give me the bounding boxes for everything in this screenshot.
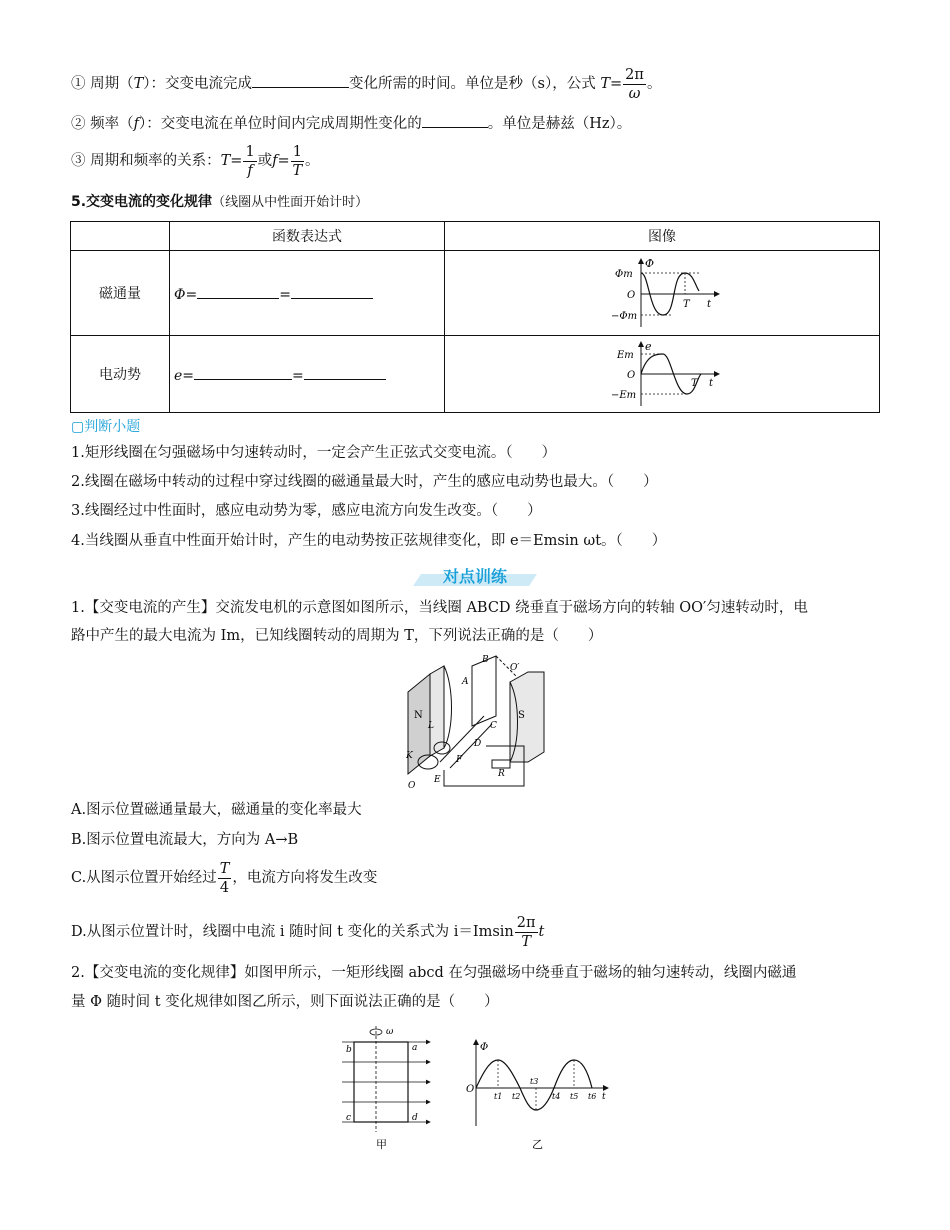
emf-graph-ymin: −Em xyxy=(611,390,637,401)
yi-t4: t4 xyxy=(552,1092,561,1101)
generator-diagram xyxy=(400,652,550,792)
q1-option-a[interactable]: A.图示位置磁通量最大，磁通量的变化率最大 xyxy=(71,802,362,818)
yi-caption: 乙 xyxy=(532,1138,543,1151)
coil-diagram-jia xyxy=(336,1022,446,1152)
emf-graph xyxy=(611,338,731,410)
flux-label: 磁通量 xyxy=(71,251,170,336)
jia-label-a: a xyxy=(412,1043,418,1053)
flux-eq1: = xyxy=(185,287,198,303)
q1-option-d-fraction xyxy=(515,914,538,951)
emf-graph-xlabel: t xyxy=(709,378,714,389)
q1-option-c-num: T xyxy=(219,860,230,877)
table-row-emf xyxy=(71,336,880,413)
gen-label-L: L xyxy=(428,721,434,731)
gen-label-O2: O′ xyxy=(510,663,520,673)
period-formula-var: T xyxy=(600,76,611,92)
judge-item-1: 1.矩形线圈在匀强磁场中匀速转动时，一定会产生正弦式交变电流。（ ） xyxy=(71,445,557,461)
emf-graph-origin: O xyxy=(627,370,636,381)
table-header-row xyxy=(71,222,880,251)
section-5-title: 5.交变电流的变化规律 xyxy=(71,194,213,210)
q1-option-c-post: ，电流方向将发生改变 xyxy=(232,870,378,886)
table-header-expression: 函数表达式 xyxy=(170,222,445,251)
section-5-note: （线圈从中性面开始计时） xyxy=(212,195,369,210)
frequency-pre: ② 频率（ xyxy=(71,116,134,132)
gen-label-F: F xyxy=(456,755,463,765)
section-5-heading xyxy=(71,192,368,213)
flux-blank-2[interactable] xyxy=(291,283,373,299)
practice-banner-text: 对点训练 xyxy=(442,567,507,586)
q1-option-d-post: t xyxy=(538,924,545,940)
judge-item-4: 4.当线圈从垂直中性面开始计时，产生的电动势按正弦规律变化，即 e＝Emsin ωt。（ ） xyxy=(71,533,667,549)
relation-den1: f xyxy=(247,162,253,179)
q1-option-d[interactable] xyxy=(71,910,544,954)
table-header-blank xyxy=(71,222,170,251)
q1-line-2: 路中产生的最大电流为 Im，已知线圈转动的周期为 T，下列说法正确的是（ ） xyxy=(71,628,603,644)
gen-label-S: S xyxy=(518,710,525,721)
jia-label-b: b xyxy=(346,1045,352,1055)
gen-label-O: O xyxy=(408,781,416,791)
emf-var: e xyxy=(174,368,183,384)
relation-T: T xyxy=(220,153,231,169)
period-frequency-relation xyxy=(71,140,319,182)
gen-label-C: C xyxy=(490,721,497,731)
yi-origin: O xyxy=(466,1084,475,1095)
flux-graph-xlabel: t xyxy=(707,299,712,310)
emf-expression xyxy=(170,336,445,413)
q2-line-1: 2.【交变电流的变化规律】如图甲所示，一矩形线圈 abcd 在匀强磁场中绕垂直于磁场的轴匀速转动，线圈内磁通 xyxy=(71,965,797,981)
period-post: 变化所需的时间。单位是秒（s），公式 xyxy=(349,76,601,92)
relation-eq1: = xyxy=(230,153,243,169)
gen-label-A: A xyxy=(462,677,469,687)
judge-section-title: ▢判断小题 xyxy=(71,419,141,435)
yi-t2: t2 xyxy=(512,1092,521,1101)
flux-blank-1[interactable] xyxy=(197,283,279,299)
q1-option-d-num: 2π xyxy=(516,914,536,931)
judge-item-3: 3.线圈经过中性面时，感应电动势为零，感应电流方向发生改变。（ ） xyxy=(71,503,542,519)
flux-graph-origin: O xyxy=(627,290,636,301)
gen-label-D: D xyxy=(474,739,482,749)
flux-graph-cell xyxy=(445,251,880,336)
gen-label-R: R xyxy=(498,769,505,779)
yi-t1: t1 xyxy=(494,1092,503,1101)
period-end: 。 xyxy=(646,76,662,92)
table-row-flux xyxy=(71,251,880,336)
emf-eq2: = xyxy=(292,368,304,384)
yi-t3: t3 xyxy=(530,1077,539,1086)
emf-graph-ymax: Em xyxy=(617,350,634,361)
judge-item-2: 2.线圈在磁场中转动的过程中穿过线圈的磁通量最大时，产生的感应电动势也最大。（ ） xyxy=(71,474,658,490)
emf-graph-cell xyxy=(445,336,880,413)
relation-or: 或 xyxy=(257,153,273,169)
yi-t5: t5 xyxy=(570,1092,579,1101)
q1-option-c-fraction xyxy=(218,860,232,897)
q1-option-d-pre: D.从图示位置计时，线圈中电流 i 随时间 t 变化的关系式为 i＝Imsin xyxy=(71,924,514,940)
relation-fraction-2 xyxy=(291,143,304,180)
table-header-graph: 图像 xyxy=(445,222,880,251)
yi-t: t xyxy=(602,1092,606,1102)
jia-caption: 甲 xyxy=(376,1138,387,1151)
flux-graph-tlabel: T xyxy=(683,299,690,310)
q1-option-c[interactable] xyxy=(71,856,377,900)
jia-omega: ω xyxy=(386,1027,394,1037)
variation-table xyxy=(70,221,880,413)
q1-option-c-den: 4 xyxy=(219,879,230,896)
emf-graph-tlabel: T xyxy=(691,378,698,389)
frequency-var: f xyxy=(133,116,139,132)
relation-fraction-1 xyxy=(243,143,256,180)
period-blank[interactable] xyxy=(252,72,349,88)
relation-end: 。 xyxy=(304,153,320,169)
q1-option-d-den: T xyxy=(521,933,531,950)
period-pre: ① 周期（ xyxy=(71,76,134,92)
relation-f: f xyxy=(272,153,278,169)
flux-expression xyxy=(170,251,445,336)
flux-eq2: = xyxy=(279,287,291,303)
flux-var: Φ xyxy=(174,287,186,303)
gen-label-N: N xyxy=(414,710,423,721)
q1-line-1: 1.【交变电流的产生】交流发电机的示意图如图所示，当线圈 ABCD 绕垂直于磁场方向的转轴 OO′匀速转动时，电 xyxy=(71,600,808,616)
period-formula-eq: = xyxy=(610,76,623,92)
flux-graph xyxy=(611,255,731,333)
flux-graph-yi xyxy=(462,1036,612,1166)
q1-option-b[interactable]: B.图示位置电流最大，方向为 A→B xyxy=(71,832,299,848)
emf-eq1: = xyxy=(182,368,195,384)
period-formula-fraction xyxy=(623,66,646,103)
frequency-definition xyxy=(71,112,631,134)
jia-label-d: d xyxy=(412,1113,418,1123)
yi-t6: t6 xyxy=(588,1092,597,1101)
flux-graph-ylabel: Φ xyxy=(645,257,655,270)
gen-label-K: K xyxy=(406,751,413,761)
relation-num2: 1 xyxy=(292,143,302,160)
period-formula-num: 2π xyxy=(625,66,644,83)
flux-graph-ymax: Φm xyxy=(615,269,633,280)
emf-blank-2[interactable] xyxy=(304,364,386,380)
relation-eq2: = xyxy=(277,153,290,169)
relation-pre: ③ 周期和频率的关系： xyxy=(71,153,221,169)
emf-blank-1[interactable] xyxy=(194,364,292,380)
period-var: T xyxy=(133,76,144,92)
jia-label-c: c xyxy=(346,1113,352,1123)
flux-graph-ymin: −Φm xyxy=(611,311,638,322)
period-formula-den: ω xyxy=(628,85,641,102)
gen-label-E: E xyxy=(434,775,441,785)
emf-label: 电动势 xyxy=(71,336,170,413)
frequency-post: 。单位是赫兹（Hz）。 xyxy=(487,116,632,132)
yi-phi: Φ xyxy=(480,1042,489,1053)
q1-option-c-pre: C.从图示位置开始经过 xyxy=(71,870,217,886)
q2-line-2: 量 Φ 随时间 t 变化规律如图乙所示，则下面说法正确的是（ ） xyxy=(71,994,499,1010)
period-definition xyxy=(71,64,661,104)
relation-den2: T xyxy=(292,162,303,179)
emf-graph-ylabel: e xyxy=(645,340,652,353)
practice-banner xyxy=(413,566,537,588)
frequency-blank[interactable] xyxy=(422,112,488,128)
frequency-mid: ）：交变电流在单位时间内完成周期性变化的 xyxy=(138,116,422,132)
period-mid: ）：交变电流完成 xyxy=(143,76,253,92)
gen-label-B: B xyxy=(482,655,489,665)
relation-num1: 1 xyxy=(245,143,255,160)
